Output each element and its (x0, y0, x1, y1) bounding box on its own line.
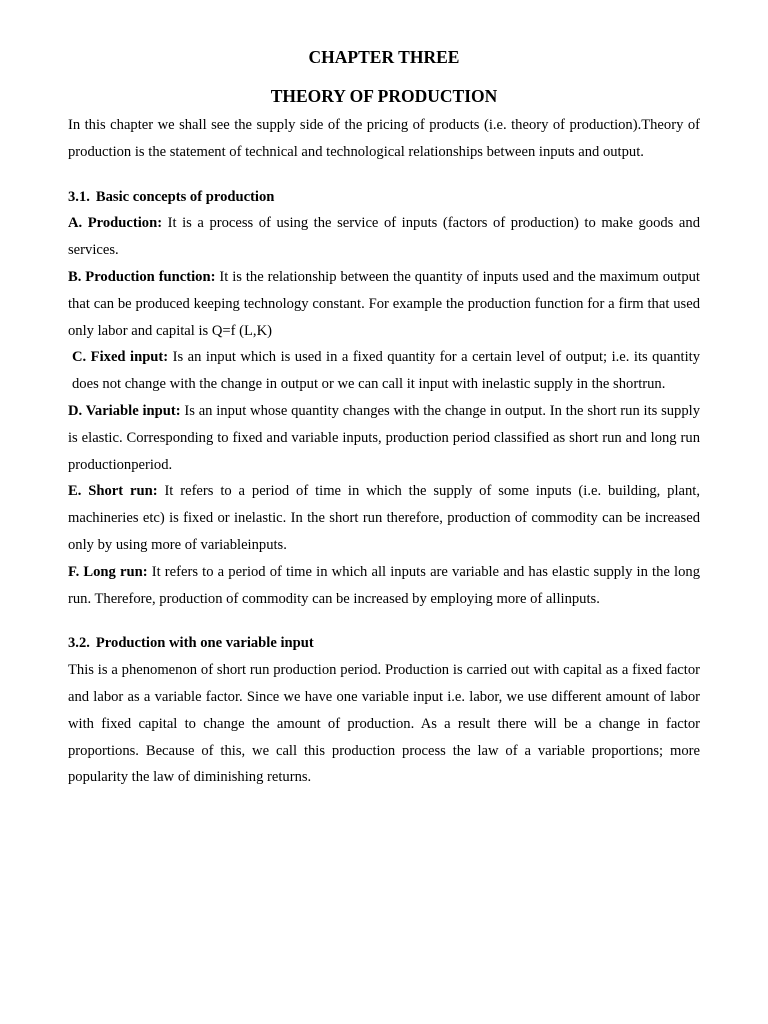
section-title: Production with one variable input (95, 635, 314, 652)
intro-paragraph: In this chapter we shall see the supply side of the pricing of products (i.e. theory of production).Theory of production is the statement of technical and technological relationships between inputs and output. (68, 117, 700, 160)
section-number: 3.2. (68, 635, 90, 652)
definition-term: B. Production function: (68, 268, 216, 285)
definition-long-run (68, 559, 700, 613)
definition-text: It is the relationship between the quantity of inputs used and the maximum output that can be produced keeping technology constant. For example the production function for a firm that used only labor and capital is Q=f (L,K) (68, 268, 700, 339)
definition-term: F. Long run: (68, 563, 148, 580)
definition-text: It refers to a period of time in which all inputs are variable and has elastic supply in the long run. Therefore, production of commodity can be increased by employing more of allinputs. (68, 563, 700, 607)
section-number: 3.1. (68, 188, 90, 205)
chapter-number-heading: CHAPTER THREE (308, 47, 460, 67)
definition-text: Is an input whose quantity changes with the change in output. In the short run its supply is elastic. Corresponding to fixed and variable inputs, production period classified as short run and long run productionperiod. (68, 402, 701, 473)
section-heading-3-1 (68, 184, 700, 211)
chapter-title: THEORY OF PRODUCTION (270, 86, 498, 106)
definition-term: A. Production: (68, 215, 163, 232)
definition-term: C. Fixed input: (72, 349, 169, 366)
definition-production-function (68, 264, 700, 344)
definition-fixed-input (68, 344, 700, 398)
section-body-paragraph: This is a phenomenon of short run production period. Production is carried out with capital as a fixed factor and labor as a variable factor. Since we have one variable input i.e. labor, we use different amount of labor with fixed capital to change the amount of production. As a result there will be a change in factor proportions. Because of this, we call this production process the law of a variable proportions; more popularity the law of diminishing returns. (68, 662, 700, 786)
definition-variable-input (68, 398, 700, 478)
definition-short-run (68, 478, 700, 558)
definition-term: D. Variable input: (68, 402, 181, 419)
definition-text: Is an input which is used in a fixed quantity for a certain level of output; i.e. its quantity does not change with the change in output or we can call it input with inelastic supply in the shortrun. (72, 349, 701, 393)
section-title: Basic concepts of production (95, 188, 275, 205)
definition-term: E. Short run: (68, 483, 158, 500)
definition-production (68, 210, 700, 264)
definition-text: It is a process of using the service of inputs (factors of production) to make goods and services. (68, 215, 700, 259)
definition-text: It refers to a period of time in which the supply of some inputs (i.e. building, plant, machineries etc) is fixed or inelastic. In the short run therefore, production of commodity can be increased only by using more of variableinputs. (68, 483, 700, 553)
section-heading-3-2 (68, 630, 700, 657)
